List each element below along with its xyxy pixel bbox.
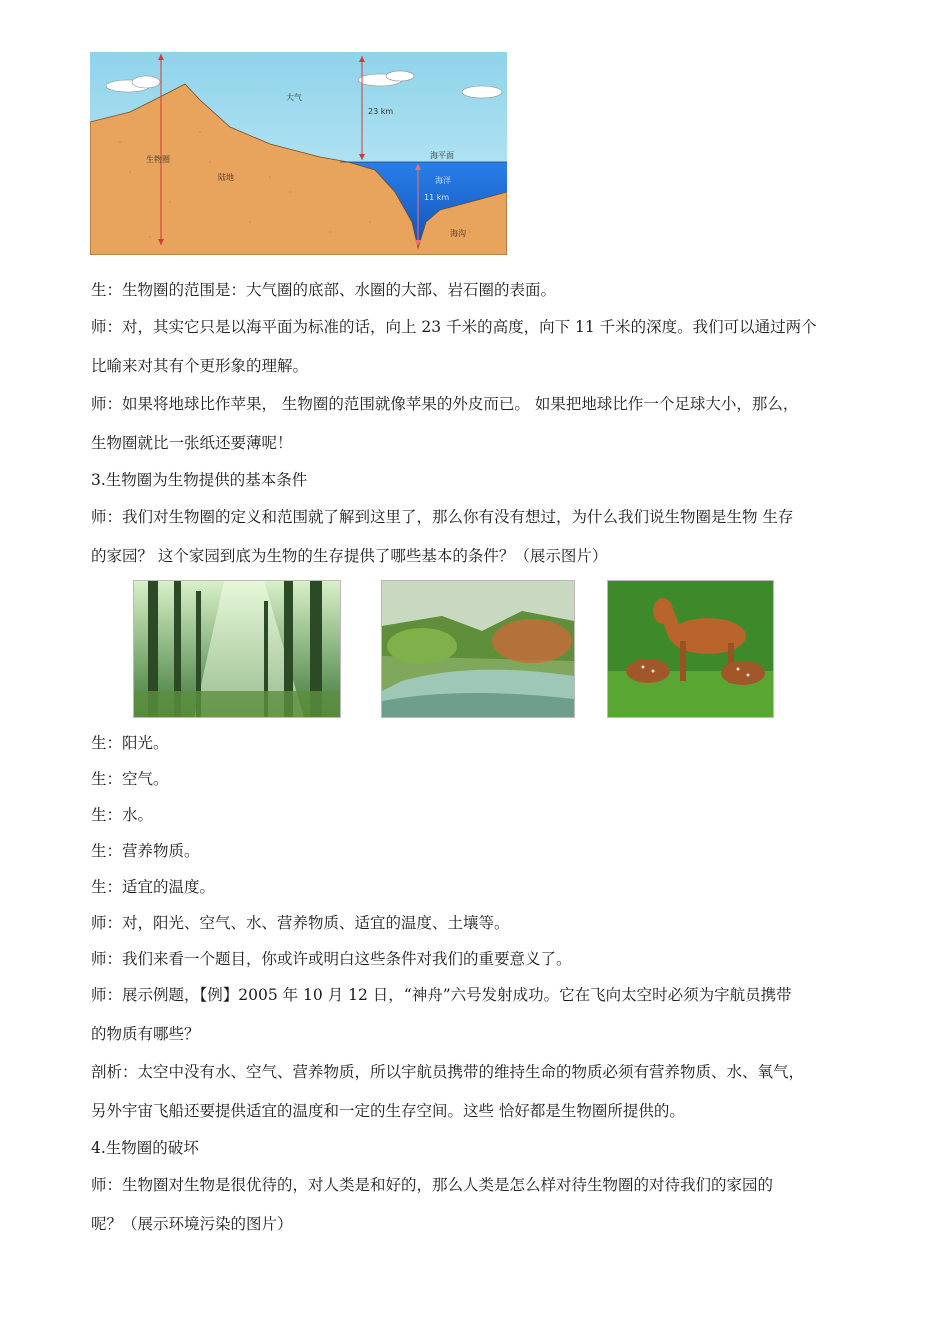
text-line: 的物质有哪些？ bbox=[91, 1025, 200, 1043]
forest-sunlight-photo bbox=[133, 580, 341, 718]
text-line: 师：对，阳光、空气、水、营养物质、适宜的温度、土壤等。 bbox=[91, 914, 510, 932]
text-line: 生：适宜的温度。 bbox=[91, 878, 216, 896]
text-line: 生：营养物质。 bbox=[91, 842, 200, 860]
text-line: 生物圈就比一张纸还要薄呢！ bbox=[91, 434, 293, 452]
section-heading: 3.生物圈为生物提供的基本条件 bbox=[91, 471, 308, 489]
text-line: 呢？（展示环境污染的图片） bbox=[91, 1215, 293, 1233]
label-land: 陆地 bbox=[218, 173, 234, 182]
text-line: 生：生物圈的范围是：大气圈的底部、水圈的大部、岩石圈的表面。 bbox=[91, 281, 557, 299]
label-height: 23 km bbox=[368, 107, 394, 116]
text-line: 比喻来对其有个更形象的理解。 bbox=[91, 357, 309, 375]
text-line: 师：如果将地球比作苹果， 生物圈的范围就像苹果的外皮而已。 如果把地球比作一个足球大小，那么， bbox=[91, 395, 799, 413]
biosphere-diagram-svg bbox=[90, 52, 507, 255]
text-line: 师：展示例题，【例】2005 年 10 月 12 日，“神舟”六号发射成功。它在飞向太空时必须为宇航员携带 bbox=[91, 986, 792, 1004]
text-line: 剖析：太空中没有水、空气、营养物质，所以宇航员携带的维持生命的物质必须有营养物质、水、氧气， bbox=[91, 1063, 805, 1081]
section-heading: 4.生物圈的破坏 bbox=[91, 1139, 199, 1157]
river-valley-photo bbox=[381, 580, 575, 718]
deer-family-photo bbox=[607, 580, 774, 718]
text-line: 的家园？ 这个家园到底为生物的生存提供了哪些基本的条件？（展示图片） bbox=[91, 547, 608, 565]
label-ocean: 海洋 bbox=[435, 176, 451, 185]
text-line: 师：我们对生物圈的定义和范围就了解到这里了，那么你有没有想过，为什么我们说生物圈是生物 生存 bbox=[91, 508, 794, 526]
text-line: 师：对，其实它只是以海平面为标准的话，向上 23 千米的高度，向下 11 千米的深度。我们可以通过两个 bbox=[91, 318, 817, 336]
text-line: 生：水。 bbox=[91, 806, 154, 824]
label-depth: 11 km bbox=[424, 193, 450, 202]
label-trench: 海沟 bbox=[450, 229, 466, 238]
text-line: 师：我们来看一个题目，你或许或明白这些条件对我们的重要意义了。 bbox=[91, 950, 572, 968]
label-sea-level: 海平面 bbox=[430, 151, 454, 160]
text-line: 生：阳光。 bbox=[91, 734, 169, 752]
label-biosphere: 生物圈 bbox=[146, 155, 170, 164]
text-line: 生：空气。 bbox=[91, 770, 169, 788]
text-line: 师：生物圈对生物是很优待的，对人类是和好的，那么人类是怎么样对待生物圈的对待我们的家园的 bbox=[91, 1176, 774, 1194]
label-atmosphere: 大气 bbox=[286, 93, 302, 102]
text-line: 另外宇宙飞船还要提供适宜的温度和一定的生存空间。这些 恰好都是生物圈所提供的。 bbox=[91, 1102, 685, 1120]
biosphere-diagram bbox=[90, 52, 507, 255]
